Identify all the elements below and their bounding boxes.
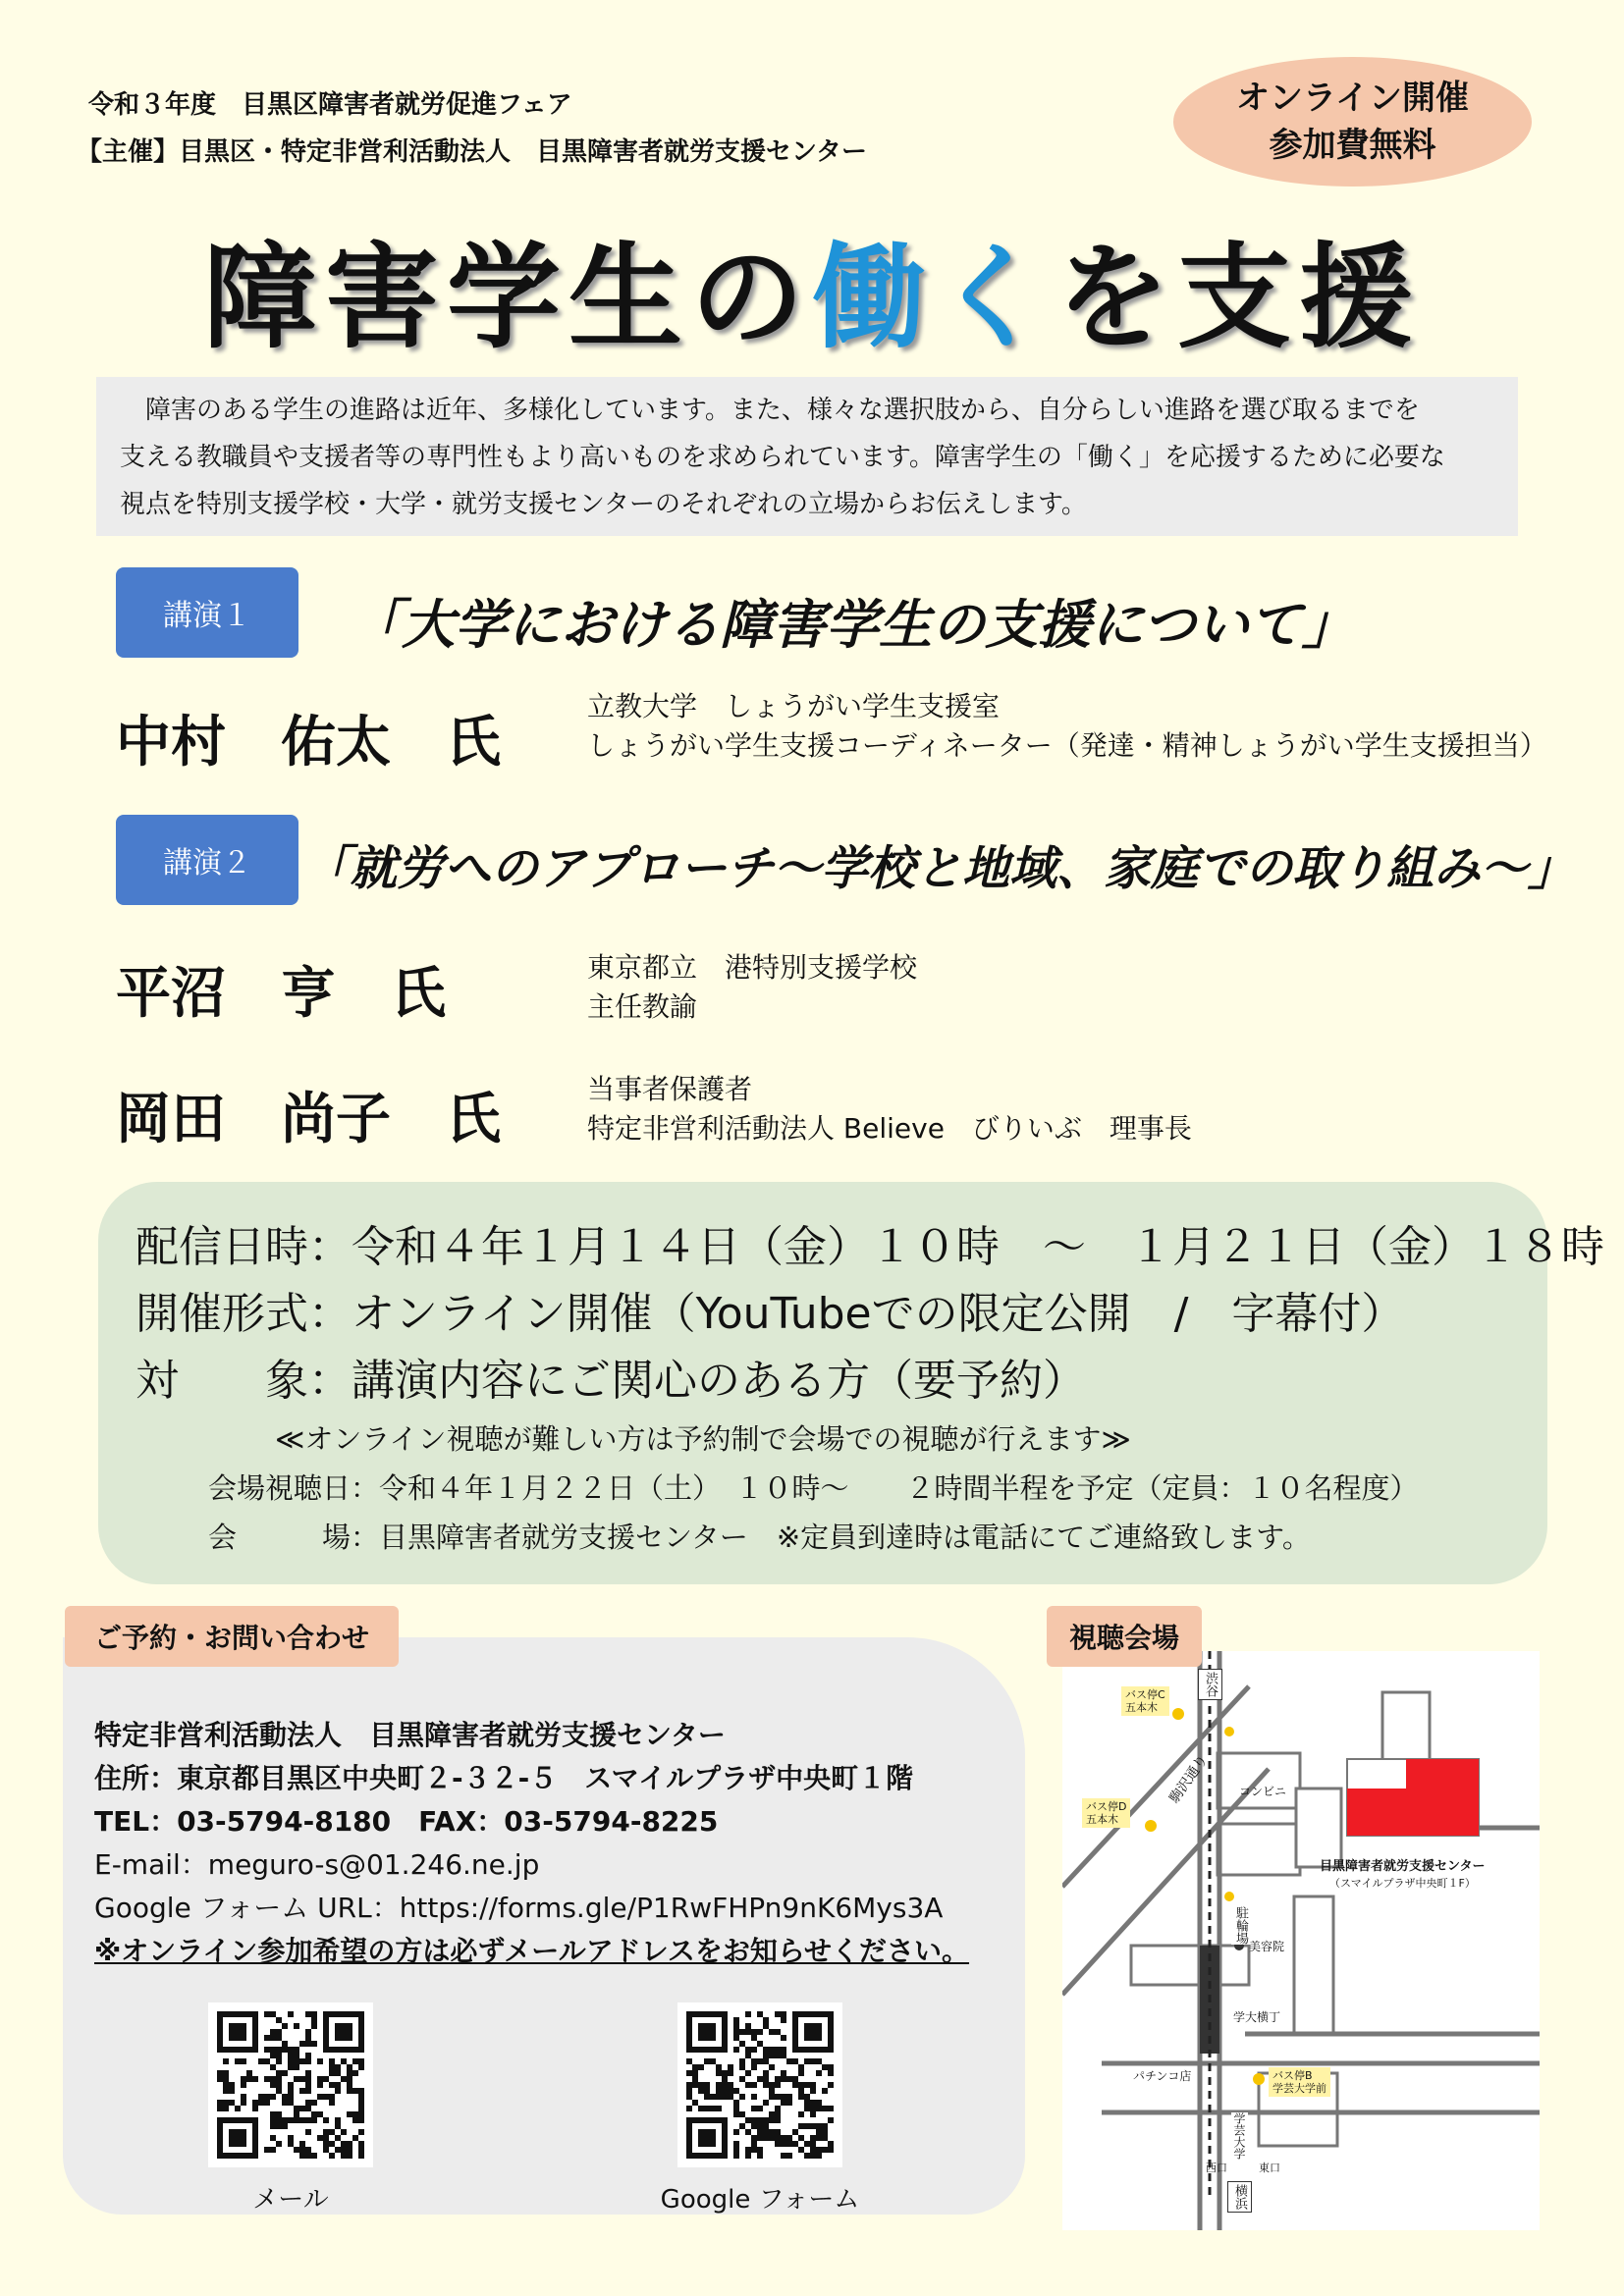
contact-notice: ※オンライン参加希望の方は必ずメールアドレスをお知らせください。	[94, 1935, 970, 1967]
lecture1-title: 「大学における障害学生の支援について」	[349, 594, 1355, 656]
map-bus-c: バス停C 五本木	[1121, 1686, 1169, 1716]
badge-line1: オンライン開催	[1236, 79, 1469, 118]
map-gakudai-yoko: 学大横丁	[1233, 2010, 1281, 2024]
qr-mail-label: メール	[252, 2185, 329, 2215]
intro-line-1: 障害のある学生の進路は近年、多様化しています。また、様々な選択肢から、自分らしい進路を選び取るまでを	[145, 396, 1420, 425]
map-bus-d: バス停D 五本木	[1082, 1798, 1130, 1828]
event-name: 令和３年度 目黒区障害者就労促進フェア	[88, 90, 572, 120]
online-free-badge	[1173, 57, 1532, 187]
organizer: 【主催】目黒区・特定非営利活動法人 目黒障害者就労支援センター	[77, 137, 867, 167]
qr-form-label: Google フォーム	[660, 2185, 860, 2215]
intro-line-2: 支える教職員や支援者等の専門性もより高いものを求められています。障害学生の「働く」を応援するために必要な	[120, 443, 1445, 472]
lecture1-affil-1: 立教大学 しょうがい学生支援室	[587, 690, 1001, 722]
lecture2-speaker-a: 平沼 亨 氏	[116, 962, 446, 1026]
lecture2-affil-a1: 東京都立 港特別支援学校	[587, 951, 918, 984]
info-venue: 会 場：目黒障害者就労支援センター ※定員到達時は電話にてご連絡致します。	[208, 1521, 1311, 1554]
venue-map	[1062, 1651, 1540, 2230]
map-pachinko: パチンコ店	[1133, 2069, 1192, 2083]
map-west: 西口	[1206, 2162, 1227, 2174]
lecture2-affil-b1: 当事者保護者	[587, 1073, 753, 1105]
info-note: ≪オンライン視聴が難しい方は予約制で会場での視聴が行えます≫	[275, 1422, 1131, 1456]
intro-line-3: 視点を特別支援学校・大学・就労支援センターのそれぞれの立場からお伝えします。	[120, 490, 1087, 519]
contact-box	[63, 1637, 1025, 2215]
intro-box	[96, 377, 1518, 536]
contact-label: ご予約・お問い合わせ	[65, 1606, 399, 1667]
contact-email[interactable]: E-mail：meguro-s@01.246.ne.jp	[94, 1848, 540, 1881]
title-pre: 障害学生の	[203, 232, 812, 364]
lecture2-tag: 講演２	[116, 815, 298, 905]
page-title	[0, 206, 1624, 370]
map-conbini: コンビニ	[1239, 1785, 1287, 1798]
lecture2-title: 「就労へのアプローチ～学校と地域、家庭での取り組み～」	[302, 841, 1576, 896]
contact-address: 住所：東京都目黒区中央町２-３２-５ スマイルプラザ中央町１階	[94, 1762, 914, 1794]
badge-line2: 参加費無料	[1269, 126, 1436, 165]
map-label: 視聴会場	[1047, 1606, 1202, 1667]
lecture1-tag: 講演１	[116, 567, 298, 658]
title-post: を支援	[1056, 232, 1421, 364]
title-accent: 働く	[812, 232, 1056, 364]
map-east: 東口	[1259, 2162, 1280, 2174]
map-station: 学芸大学	[1232, 2112, 1246, 2160]
info-venue-date: 会場視聴日：令和４年１月２２日（土） １０時～ ２時間半程を予定（定員：１０名程度）	[208, 1471, 1419, 1505]
map-salon: 美容院	[1249, 1940, 1285, 1953]
lecture2-affil-a2: 主任教諭	[587, 990, 698, 1023]
qr-code-google-form[interactable]	[677, 2002, 842, 2167]
map-center-sub: （スマイルプラザ中央町１F）	[1329, 1877, 1476, 1890]
event-info-box	[98, 1182, 1604, 1584]
lecture2-speaker-b: 岡田 尚子 氏	[116, 1088, 501, 1151]
map-bus-b: バス停B 学芸大学前	[1269, 2067, 1330, 2097]
map-parking: 駐輪場	[1233, 1906, 1248, 1945]
map-shibuya: 渋谷	[1198, 1669, 1222, 1700]
map-komazawa: 駒沢通り	[1166, 1752, 1212, 1807]
info-target: 対 象：講演内容にご関心のある方（要予約）	[135, 1356, 1086, 1406]
lecture2-affil-b2: 特定非営利活動法人 Believe びりいぶ 理事長	[587, 1112, 1192, 1145]
map-drawing	[1062, 1651, 1540, 2230]
contact-form-url[interactable]: Google フォーム URL：https://forms.gle/P1RwFHPn9nK6Mys3A	[94, 1892, 944, 1924]
info-format: 開催形式：オンライン開催（YouTubeでの限定公開 / 字幕付）	[135, 1289, 1405, 1339]
map-yokohama: 横浜	[1227, 2181, 1252, 2213]
lecture1-speaker: 中村 佑太 氏	[116, 711, 501, 774]
contact-org: 特定非営利活動法人 目黒障害者就労支援センター	[94, 1719, 726, 1751]
map-center: 目黒障害者就労支援センター	[1320, 1859, 1486, 1874]
info-date: 配信日時：令和４年１月１４日（金）１０時 ～ １月２１日（金）１８時	[135, 1222, 1604, 1272]
contact-tel: TEL：03-5794-8180 FAX：03-5794-8225	[94, 1805, 719, 1838]
qr-code-mail[interactable]	[208, 2002, 373, 2167]
lecture1-affil-2: しょうがい学生支援コーディネーター（発達・精神しょうがい学生支援担当）	[587, 729, 1547, 762]
